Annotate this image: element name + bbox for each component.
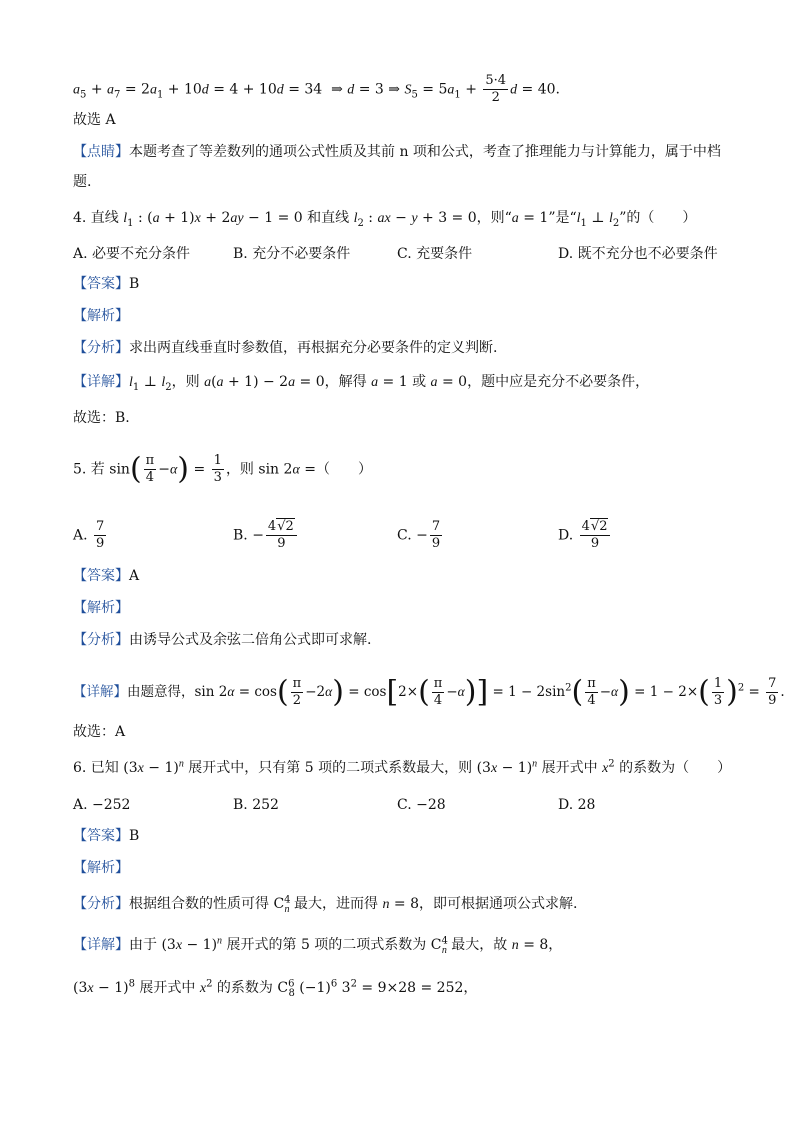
q6-detail-1: 【详解】由于 $(3x - 1)^n$ 展开式的第 5 项的二项式系数为 $C^4_n$ 最大，故 n = 8， bbox=[73, 935, 563, 956]
fenxi-text: 由诱导公式及余弦二倍角公式即可求解. bbox=[129, 632, 372, 648]
q6-analysis-label: 【解析】 bbox=[73, 860, 129, 876]
q6-stem: 6. 已知 $(3x - 1)^n$ 展开式中，只有第 5 项的二项式系数最大，则 $(3x - 1)^n$ 展开式中 $x^2$ 的系数为（ ） bbox=[73, 758, 732, 776]
fenxi-text: 求出两直线垂直时参数值，再根据充分必要条件的定义判断. bbox=[129, 340, 498, 356]
answer-label: 【答案】 bbox=[73, 568, 129, 584]
q4-fenxi bbox=[73, 338, 497, 358]
review-text-1: 本题考查了等差数列的通项公式性质及其前 n 项和公式，考查了推理能力与计算能力，属于中档 bbox=[129, 144, 721, 160]
q4-option-b: B. 充分不必要条件 bbox=[233, 246, 351, 262]
q4-option-a: A. 必要不充分条件 bbox=[73, 246, 191, 262]
answer-label: 【答案】 bbox=[73, 828, 129, 844]
q5-option-c: C. − $\frac{7}{9}$ bbox=[397, 519, 441, 551]
fenxi-label: 【分析】 bbox=[73, 340, 129, 356]
q4-option-d: D. 既不充分也不必要条件 bbox=[558, 246, 718, 262]
review-label: 【点睛】 bbox=[73, 144, 129, 160]
q6-fenxi: 【分析】根据组合数的性质可得 $C^4_n$ 最大，进而得 n = 8，即可根据通项公式求解. bbox=[73, 894, 578, 915]
answer-value: A bbox=[129, 568, 140, 584]
q5-option-b: B. − $\frac{4√2}{9}$ bbox=[233, 519, 299, 552]
q6-option-d: D. 28 bbox=[558, 797, 596, 813]
q5-option-a: A. $\frac{7}{9}$ bbox=[73, 519, 105, 551]
q6-option-b: B. 252 bbox=[233, 797, 279, 813]
q4-stem: 4. 直线 $l_1$ : (a + 1)x + 2ay − 1 = 0 和直线 $l_2$ : ax − y + 3 = 0，则“a = 1”是“$l_1$ ⊥ $l_2$”的（ ） bbox=[73, 210, 697, 229]
q3-equation: $a_5 + a_7 = 2a_1 + 10d = 4 + 10d = 34$ ⇒ d = 3 ⇒ $S_5 = 5a_1$ + $\frac{5\cdot 4}{2}$ d = 40. bbox=[73, 73, 560, 105]
q5-answer bbox=[73, 566, 139, 586]
q6-answer bbox=[73, 826, 139, 846]
q4-pick: 故选：B. bbox=[73, 410, 130, 426]
q6-option-c: C. −28 bbox=[397, 797, 446, 813]
fenxi-label: 【分析】 bbox=[73, 896, 129, 912]
q4-analysis-label: 【解析】 bbox=[73, 308, 129, 324]
q4-answer bbox=[73, 274, 139, 294]
q4-option-c: C. 充要条件 bbox=[397, 246, 473, 262]
fenxi-label: 【分析】 bbox=[73, 632, 129, 648]
detail-label: 【详解】 bbox=[73, 684, 127, 700]
detail-label: 【详解】 bbox=[73, 374, 129, 390]
answer-value: B bbox=[129, 276, 140, 292]
q5-analysis-label: 【解析】 bbox=[73, 600, 129, 616]
detail-label: 【详解】 bbox=[73, 937, 129, 953]
review-text-2: 题. bbox=[73, 174, 92, 190]
q4-detail: 【详解】$l_1$ ⊥ $l_2$，则 a(a + 1) − 2a = 0，解得 a = 1 或 a = 0，题中应是充分不必要条件， bbox=[73, 374, 650, 393]
q5-detail: 【详解】由题意得，sin 2α = cos( $\frac{\pi}{2}$ −2α) = cos[2×( $\frac{\pi}{4}$ $-\alpha)] = 1 - 2\sin^2$( $\frac{\pi}{4}$ −α) = 1 − 2×( $\frac{1}{3}$ )$^2$ = $\frac{7}{9}$ . bbox=[73, 674, 785, 710]
q5-option-d: D. $\frac{4√2}{9}$ bbox=[558, 519, 612, 552]
q5-stem: 5. 若 sin( $\frac{\pi}{4}$ −α) = $\frac{1}{3}$ ，则 sin 2α =（ ） bbox=[73, 451, 372, 487]
q5-fenxi bbox=[73, 630, 371, 650]
q3-review bbox=[73, 142, 721, 162]
q6-option-a: A. −252 bbox=[73, 797, 131, 813]
answer-label: 【答案】 bbox=[73, 276, 129, 292]
answer-value: B bbox=[129, 828, 140, 844]
q3-pick: 故选 A bbox=[73, 112, 116, 128]
q5-pick: 故选：A bbox=[73, 724, 126, 740]
q6-detail-2: $(3x - 1)^8$ 展开式中 $x^2$ 的系数为 $C^6_8$ $(-1)^6$ $3^2 = 9\times 28 = 252$， bbox=[73, 978, 478, 999]
